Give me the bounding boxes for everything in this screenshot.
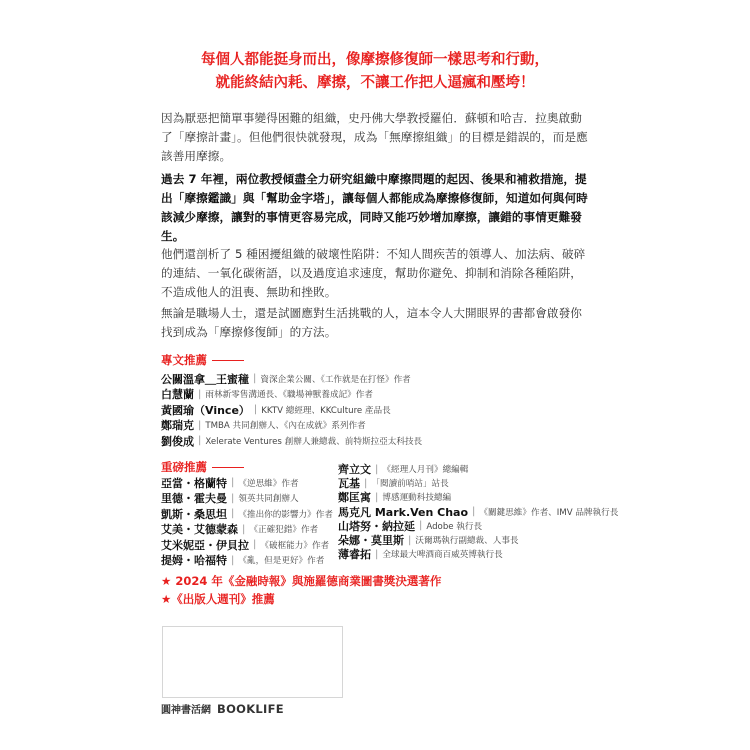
recommender-name: 亞當・格蘭特 [161,476,227,490]
list-item [161,491,333,507]
separator: | [231,492,235,504]
award-line-2: ★《出版人週刊》推薦 [161,592,275,606]
list-item [161,506,333,522]
separator: | [253,404,258,416]
recommender-desc: Xelerate Ventures 創辦人兼總裁、前特斯拉亞太科技長 [205,436,423,447]
recommender-desc: 「閱讀前哨站」站長 [371,479,449,490]
list-item [338,462,618,476]
publisher-footer [161,701,284,716]
separator: | [375,491,379,503]
award-line-1: ★ 2024 年《金融時報》與施羅德商業圖書獎決選著作 [161,574,442,588]
separator: | [231,477,235,489]
recommender-name: 鄭瑞克 [161,419,194,433]
list-item [338,490,618,504]
separator: | [231,554,235,566]
intro-paragraph-2: 過去 7 年裡，兩位教授傾盡全力研究組織中摩擦問題的起因、後果和補救措施，提出「摩擦鑑識」與「幫助金字塔」，讓每個人都能成為摩擦修復師，知道如何與何時該減少摩擦，讓對的事情更容易完成，同時又能巧妙增加摩擦，讓錯的事情更難發生。 [161,172,588,243]
special-recommend-list [161,371,422,449]
recommender-name: 黃國瑜（Vince） [161,403,250,417]
blank-image-frame [162,626,343,698]
recommender-desc: TMBA 共同創辦人、《內在成就》系列作者 [205,421,366,432]
recommender-desc: Adobe 執行長 [426,521,483,532]
separator: | [198,419,202,431]
headline-line-2: 就能終結內耗、摩擦，不讓工作把人逼瘋和壓垮！ [215,75,535,91]
recommender-desc: 《關鍵思維》作者、IMV 品牌執行長 [479,507,619,518]
list-item [338,476,618,490]
heavy-recommend-left-list [161,475,333,568]
recommender-desc: 《正確犯錯》作者 [249,525,319,536]
list-item [338,505,618,519]
list-item [161,433,422,449]
separator: | [375,463,379,475]
intro-paragraph-3: 他們還剖析了 5 種困擾組織的破壞性陷阱：不知人間疾苦的領導人、加法病、破碎的連結、一氧化碳術語，以及過度追求速度，幫助你避免、抑制和消除各種陷阱，不造成他人的沮喪、無助和挫敗。 [161,247,586,299]
recommender-name: 凱斯・桑思坦 [161,507,227,521]
separator: | [408,534,412,546]
list-item [161,371,422,387]
separator: | [419,520,423,532]
list-item [161,402,422,418]
recommender-desc: 《破框能力》作者 [260,540,330,551]
recommender-name: 山塔努・納拉延 [338,519,415,533]
separator: | [375,548,379,560]
list-item [161,418,422,434]
special-recommend-title [161,352,244,368]
recommender-desc: 《經理人月刊》總編輯 [382,465,469,476]
intro-paragraph-4: 無論是職場人士，還是試圖應對生活挑戰的人，這本令人大開眼界的書都會啟發你找到成為「摩擦修復師」的方法。 [161,306,582,339]
recommender-name: 朵娜・莫里斯 [338,534,404,548]
heavy-recommend-title-text: 重磅推薦 [161,460,207,474]
recommender-desc: 雨林新零售溝通長、《職場神獸養成記》作者 [205,390,373,401]
recommender-name: 劉俊成 [161,434,194,448]
headline [0,49,750,95]
heavy-recommend-right-list [338,462,618,561]
recommender-name: 馬克凡 Mark.Ven Chao [338,505,469,519]
recommender-desc: 《逆思維》作者 [238,478,299,489]
recommender-name: 里德・霍夫曼 [161,492,227,506]
recommender-name: 艾米妮亞・伊貝拉 [161,538,249,552]
separator: | [198,435,202,447]
recommender-name: 艾美・艾德蒙森 [161,523,238,537]
recommender-desc: 全球最大啤酒商百威英博執行長 [382,550,503,561]
separator: | [253,539,257,551]
heavy-recommend-title [161,459,244,475]
recommender-desc: 《亂，但是更好》作者 [238,556,325,567]
separator: | [472,506,476,518]
recommender-name: 薄睿拓 [338,548,371,562]
list-item [161,553,333,569]
recommender-desc: 博感運動科技總編 [382,493,452,504]
recommender-name: 齊立文 [338,463,371,477]
title-rule [212,467,244,468]
special-recommend-title-text: 專文推薦 [161,353,207,367]
booklife-logo: BOOKLIFE [217,701,284,716]
list-item [161,387,422,403]
separator: | [198,388,202,400]
recommender-desc: 沃爾瑪執行副總裁、人事長 [415,536,519,547]
separator: | [364,477,368,489]
recommender-desc: 資深企業公關、《工作就是在打怪》作者 [260,374,411,385]
recommender-name: 公關溫拿＿王蜜穜 [161,372,249,386]
intro-paragraph-1: 因為厭惡把簡單事變得困難的組織，史丹佛大學教授羅伯．蘇頓和哈吉．拉奧啟動了「摩擦計畫」。但他們很快就發現，成為「無摩擦組織」的目標是錯誤的，而是應該善用摩擦。 [161,111,588,163]
list-item [338,533,618,547]
list-item [161,522,333,538]
recommender-name: 瓦基 [338,477,360,491]
list-item [338,547,618,561]
recommender-desc: 領英共同創辦人 [238,494,299,505]
recommender-name: 白慧蘭 [161,388,194,402]
publisher-name: 圓神書活網 [161,705,211,716]
recommender-desc: KKTV 總經理、KKCulture 產品長 [261,405,391,416]
list-item [338,519,618,533]
recommender-name: 鄭匡寓 [338,491,371,505]
recommender-name: 提姆・哈福特 [161,554,227,568]
list-item [161,475,333,491]
separator: | [242,523,246,535]
separator: | [231,508,235,520]
separator: | [253,373,257,385]
list-item [161,537,333,553]
headline-line-1: 每個人都能挺身而出，像摩擦修復師一樣思考和行動， [201,52,549,68]
recommender-desc: 《推出你的影響力》作者 [238,509,333,520]
title-rule [212,360,244,361]
